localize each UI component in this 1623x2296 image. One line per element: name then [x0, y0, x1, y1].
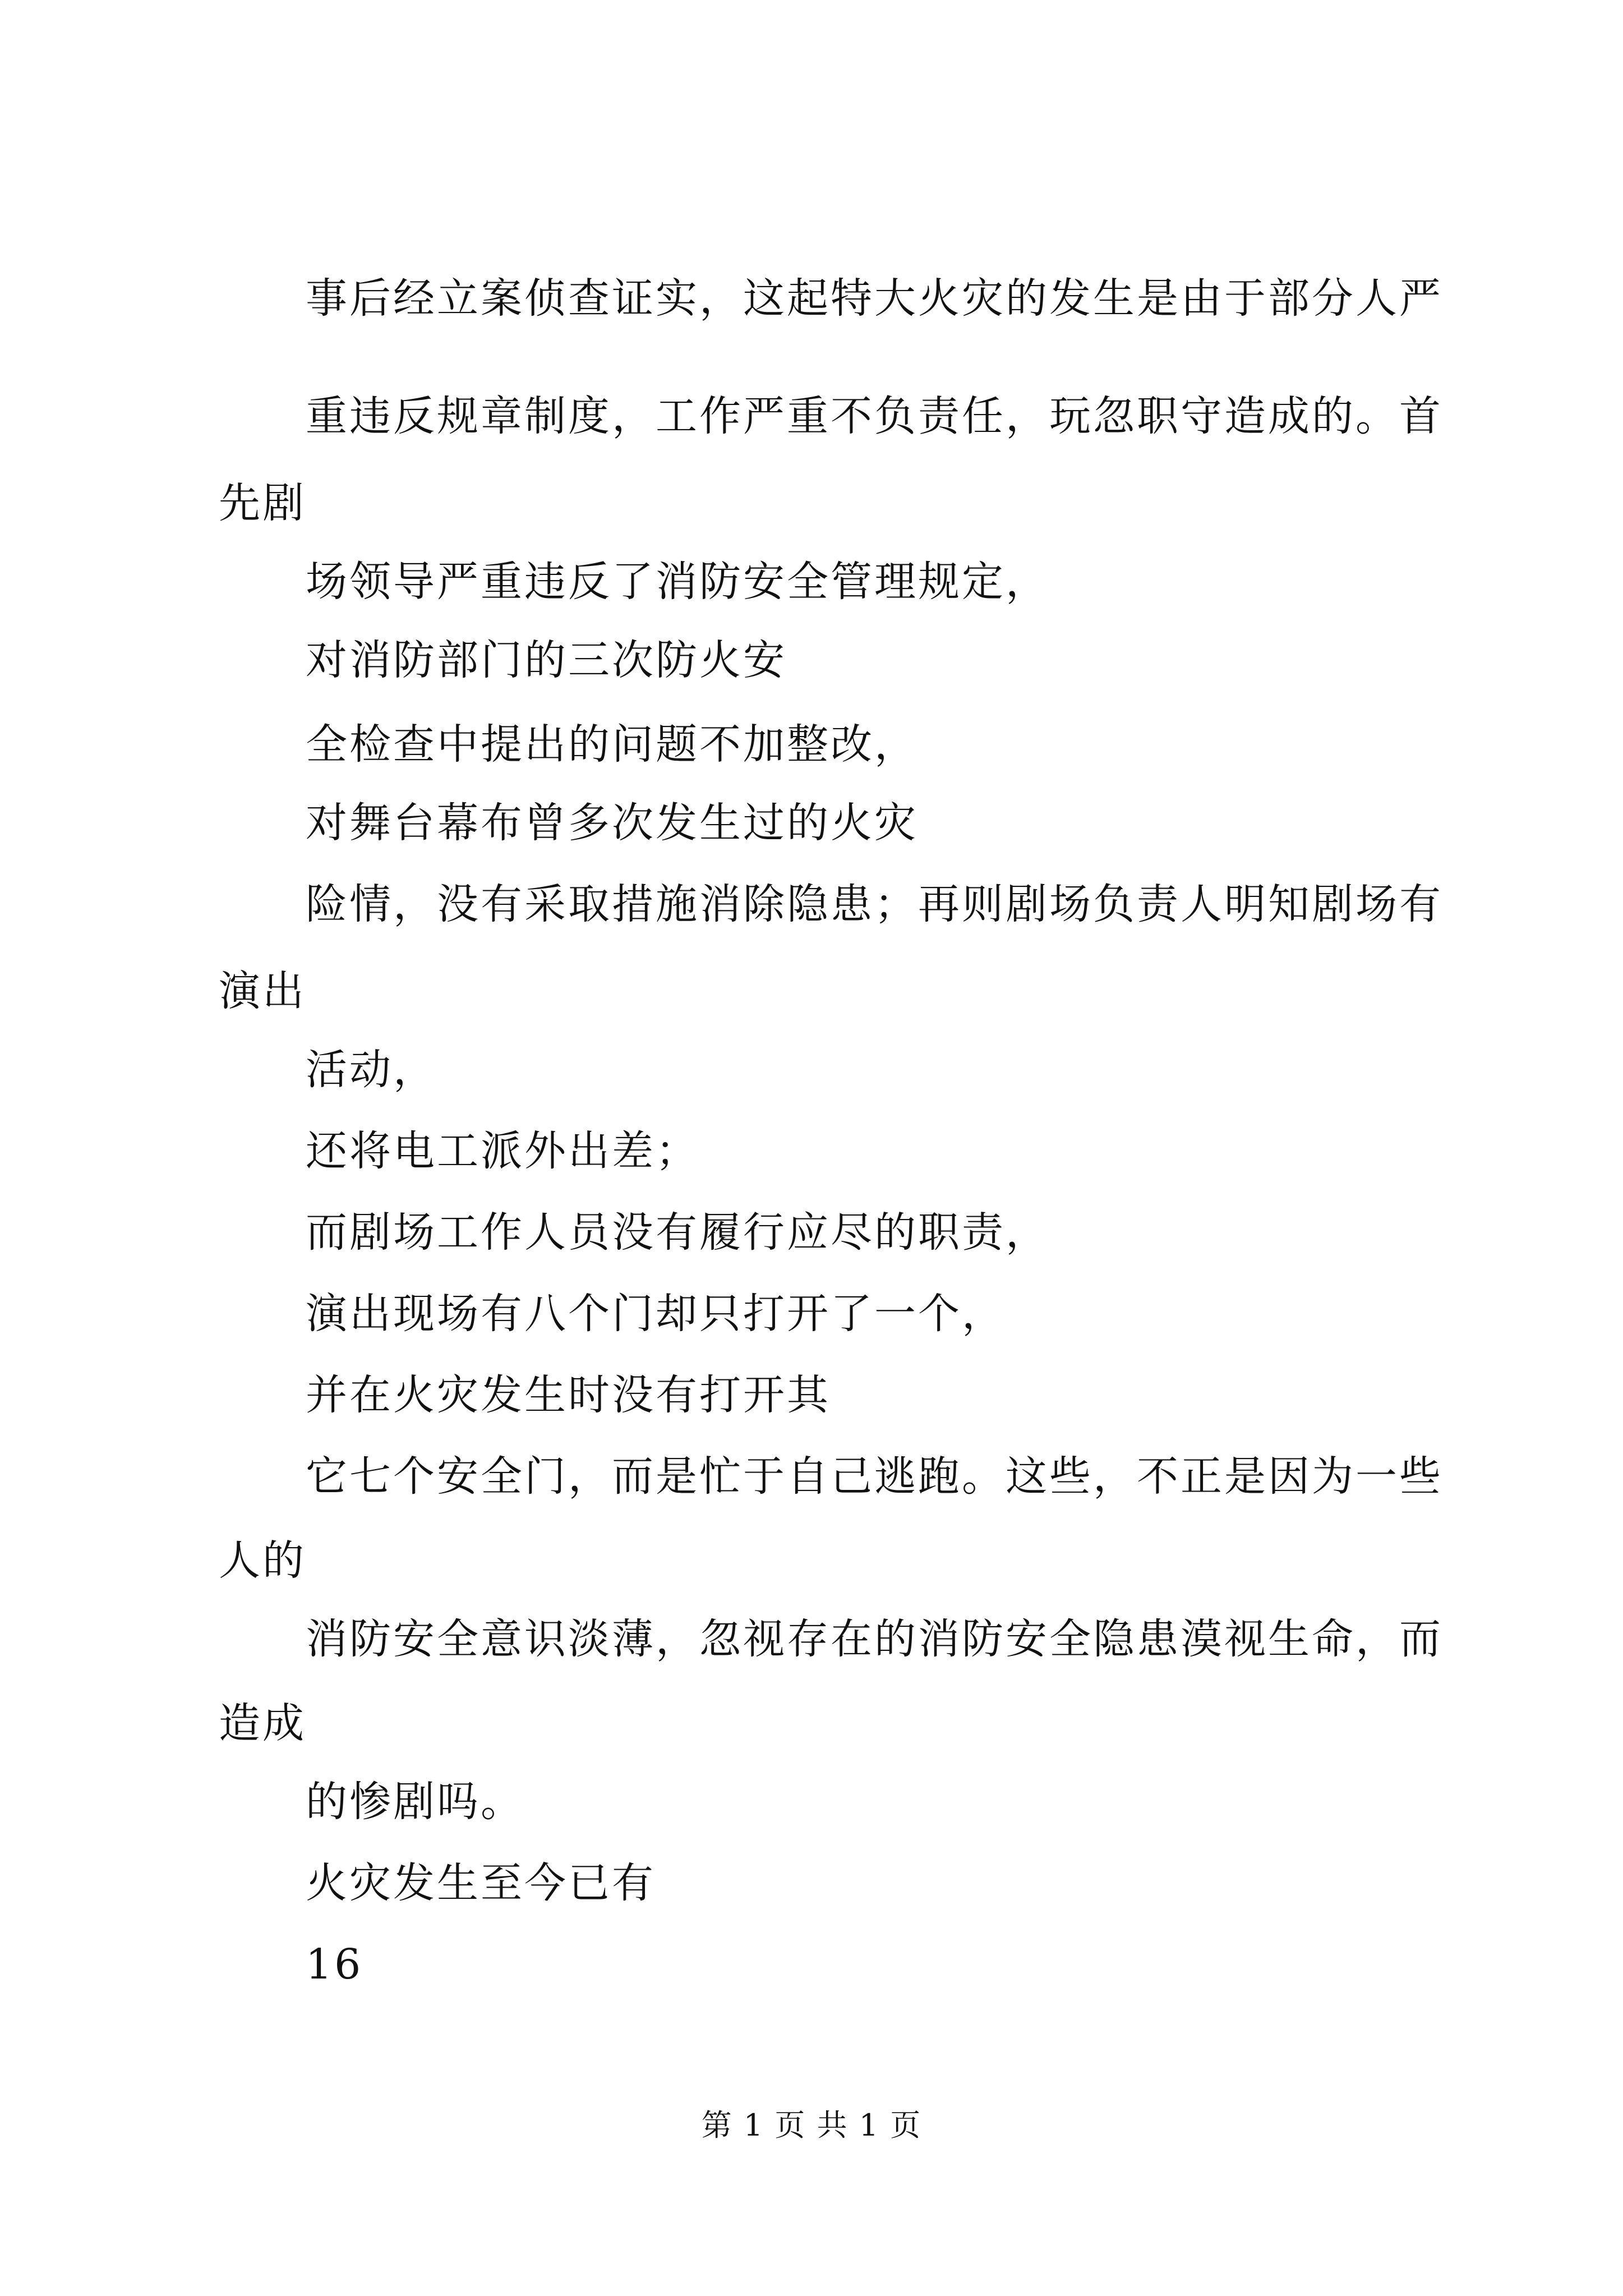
text-line-12: 而剧场工作人员没有履行应尽的职责， — [306, 1208, 1049, 1257]
text-line-11: 还将电工派外出差； — [306, 1127, 699, 1175]
text-line-15: 它七个安全门，而是忙于自己逃跑。这些，不正是因为一些 — [306, 1452, 1443, 1501]
text-line-21: 16 — [306, 1940, 363, 1989]
text-line-16: 人的 — [219, 1536, 306, 1585]
text-line-17: 消防安全意识淡薄，忽视存在的消防安全隐患漠视生命，而 — [306, 1615, 1443, 1663]
page-footer: 第 1 页 共 1 页 — [701, 2108, 922, 2143]
text-line-6: 全检查中提出的问题不加整改， — [306, 720, 918, 769]
text-line-1: 事后经立案侦查证实，这起特大火灾的发生是由于部分人严 — [306, 274, 1443, 323]
text-line-7: 对舞台幕布曾多次发生过的火灾 — [306, 799, 918, 847]
text-line-4: 场领导严重违反了消防安全管理规定， — [306, 558, 1049, 606]
text-line-8: 险情，没有采取措施消除隐患；再则剧场负责人明知剧场有 — [306, 880, 1443, 928]
text-line-5: 对消防部门的三次防火安 — [306, 636, 787, 684]
text-line-14: 并在火灾发生时没有打开其 — [306, 1371, 831, 1419]
text-line-3: 先剧 — [219, 479, 306, 527]
text-line-13: 演出现场有八个门却只打开了一个， — [306, 1290, 1006, 1338]
text-line-19: 的惨剧吗。 — [306, 1778, 524, 1826]
text-line-20: 火灾发生至今已有 — [306, 1859, 656, 1907]
text-line-2: 重违反规章制度，工作严重不负责任，玩忽职守造成的。首 — [306, 392, 1443, 440]
text-line-9: 演出 — [219, 967, 306, 1015]
text-line-18: 造成 — [219, 1699, 306, 1747]
text-line-10: 活动， — [306, 1046, 437, 1094]
